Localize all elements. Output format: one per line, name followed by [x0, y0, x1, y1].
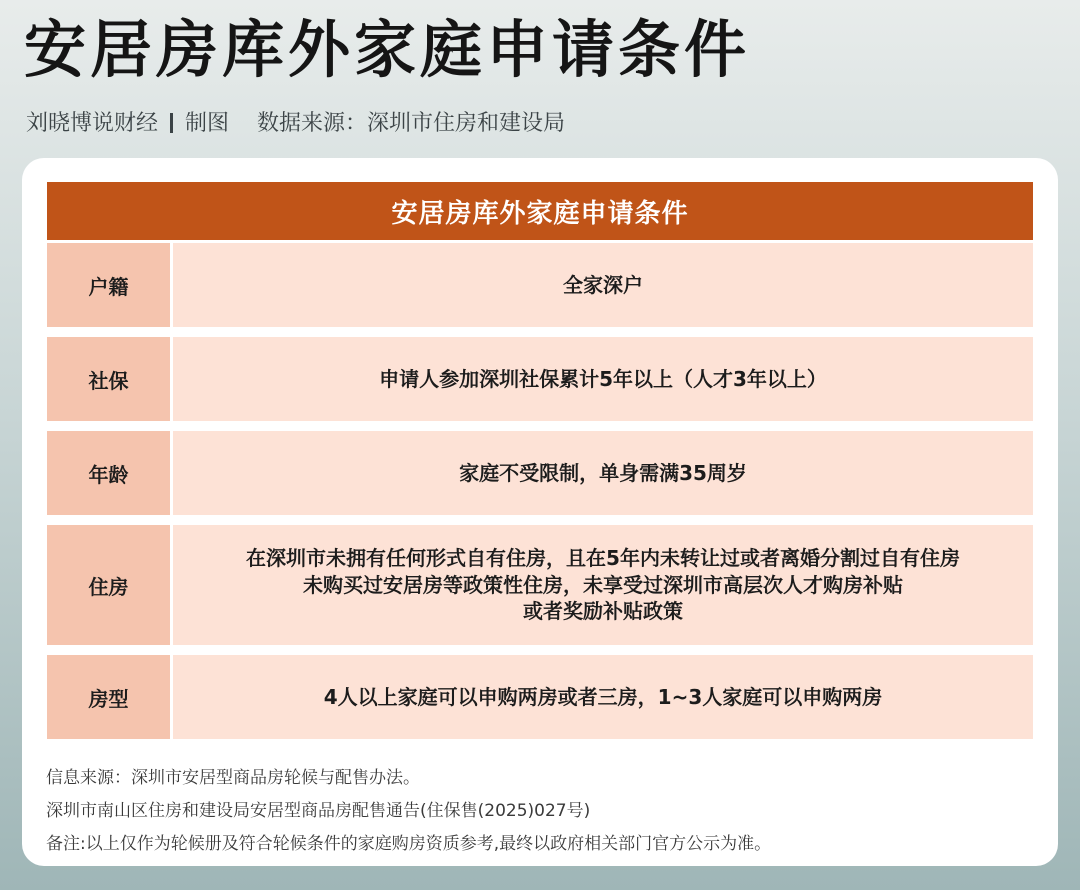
table-row-unit-type: [47, 655, 1033, 739]
table-row-social-security: [47, 337, 1033, 421]
row-label: 社保: [47, 337, 170, 421]
row-value-line: 4人以上家庭可以申购两房或者三房，1~3人家庭可以申购两房: [323, 684, 883, 709]
row-value-line: 家庭不受限制，单身需满35周岁: [459, 460, 747, 485]
row-value-line: 全家深户: [563, 272, 643, 297]
content-card: [22, 158, 1058, 866]
author-label: 刘晓博说财经: [26, 111, 159, 136]
row-value-line: 未购买过安居房等政策性住房，未享受过深圳市高层次人才购房补贴: [303, 572, 903, 597]
row-label: 房型: [47, 655, 170, 739]
separator-bar: [170, 113, 173, 133]
footnote-source: 信息来源：深圳市安居型商品房轮候与配售办法。: [46, 768, 420, 788]
footnote-notice: 深圳市南山区住房和建设局安居型商品房配售通告(住保售(2025)027号): [46, 801, 591, 821]
row-value-line: 或者奖励补贴政策: [523, 599, 683, 624]
row-value: [173, 243, 1033, 327]
conditions-table: [47, 182, 1033, 739]
footnotes: [46, 762, 771, 861]
row-value-line: 在深圳市未拥有任何形式自有住房，且在5年内未转让过或者离婚分割过自有住房: [246, 546, 960, 571]
row-value: [173, 337, 1033, 421]
table-title: 安居房库外家庭申请条件: [47, 182, 1033, 240]
data-source-label: 数据来源：深圳市住房和建设局: [257, 111, 566, 136]
row-label: 户籍: [47, 243, 170, 327]
table-row-housing: [47, 525, 1033, 645]
footnote-remark: 备注:以上仅作为轮候册及符合轮候条件的家庭购房资质参考,最终以政府相关部门官方公示为准。: [46, 834, 772, 854]
row-value-line: 申请人参加深圳社保累计5年以上（人才3年以上）: [379, 366, 827, 391]
credit-label: 制图: [185, 111, 230, 136]
row-value: [173, 431, 1033, 515]
row-value: [173, 525, 1033, 645]
page-title: 安居房库外家庭申请条件: [24, 13, 751, 86]
row-label: 年龄: [47, 431, 170, 515]
row-label: 住房: [47, 525, 170, 645]
table-row-hukou: [47, 243, 1033, 327]
table-row-age: [47, 431, 1033, 515]
subtitle: [26, 106, 565, 137]
row-value: [173, 655, 1033, 739]
